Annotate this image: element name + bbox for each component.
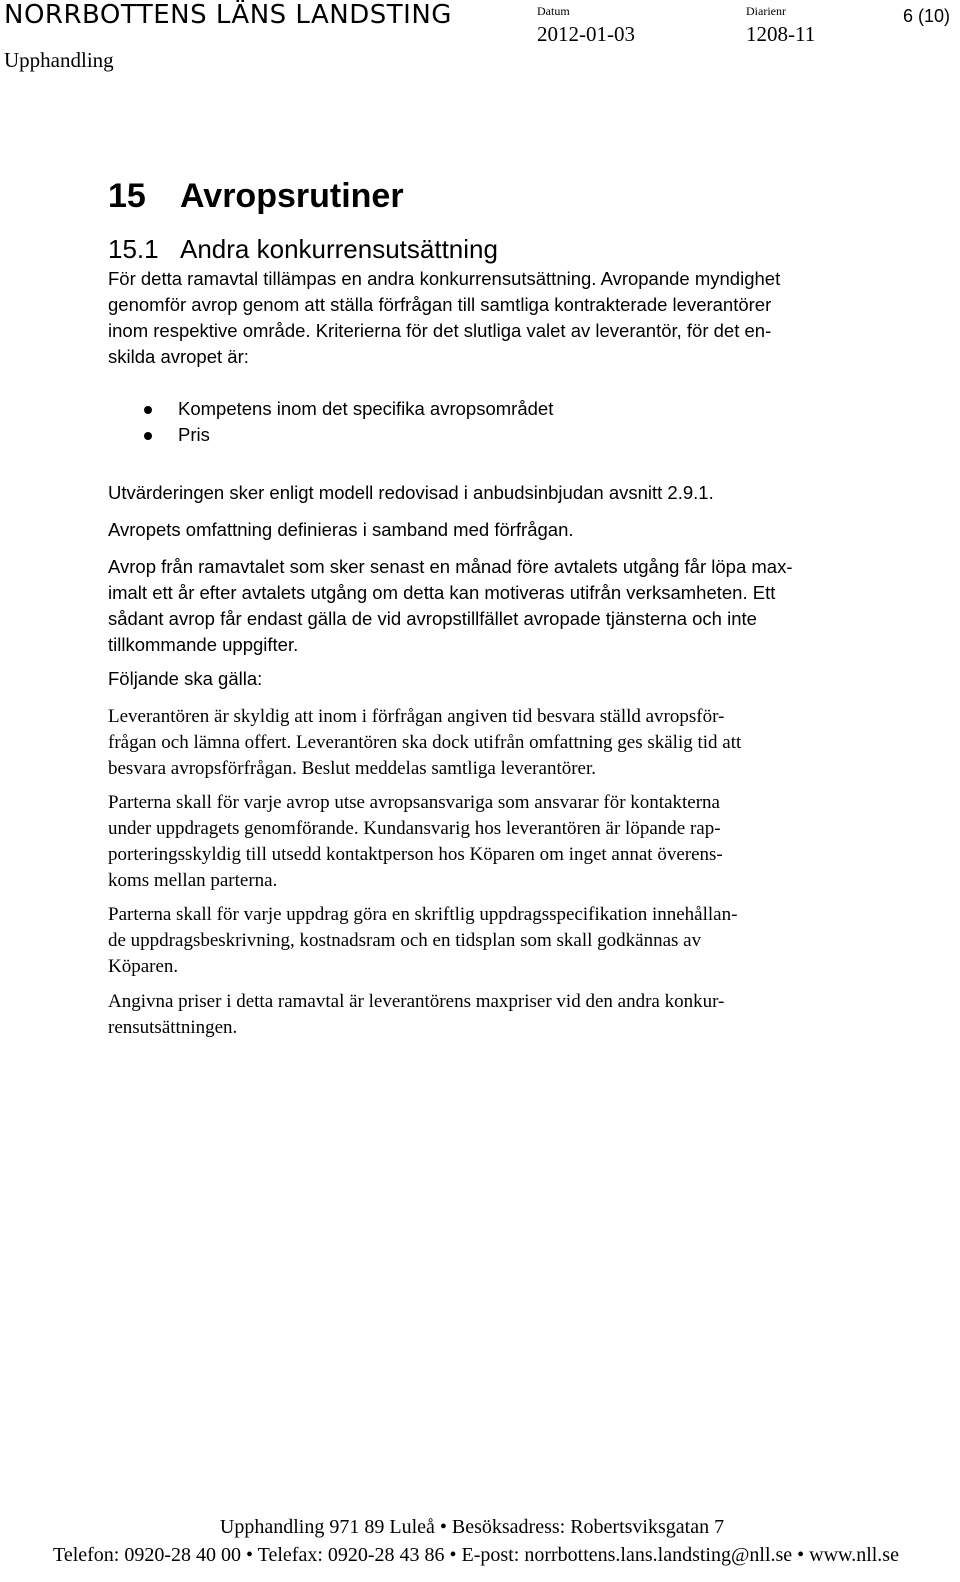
page-number: 6 (10)	[902, 6, 950, 26]
criteria-list-item	[108, 398, 708, 424]
footer-contact: Telefon: 0920-28 40 00 • Telefax: 0920-28 43 86 • E-post: norrbottens.lans.landsting@nll.se • www.nll.se	[53, 1544, 899, 1566]
paragraph-line: sådant avrop får endast gälla de vid avropstillfället avropade tjänsterna och inte	[108, 608, 757, 629]
paragraph-line: de uppdragsbeskrivning, kostnadsram och en tidsplan som skall godkännas av	[108, 930, 702, 951]
prices-paragraph	[108, 989, 848, 1041]
paragraph-line: imalt ett år efter avtalets utgång om detta kan motiveras utifrån verksamheten. Ett	[108, 582, 776, 603]
section-number: 15	[108, 177, 146, 215]
paragraph-line: Avrop från ramavtalet som sker senast en månad före avtalets utgång får löpa max-	[108, 556, 793, 577]
paragraph-line: tillkommande uppgifter.	[108, 634, 299, 655]
evaluation-paragraph: Utvärderingen sker enligt modell redovisad i anbudsinbjudan avsnitt 2.9.1.	[108, 482, 714, 503]
following-paragraph: Följande ska gälla:	[108, 668, 263, 689]
subsection-number: 15.1	[108, 234, 159, 264]
paragraph-line: genomför avrop genom att ställa förfrågan till samtliga kontrakterade leverantörer	[108, 294, 772, 315]
criteria-text: Pris	[178, 424, 210, 445]
footer-address: Upphandling 971 89 Luleå • Besöksadress: Robertsviksgatan 7	[219, 1516, 725, 1538]
paragraph-line: skilda avropet är:	[108, 346, 249, 367]
bullet-icon	[144, 406, 152, 414]
section-heading	[108, 177, 404, 216]
criteria-list-item	[108, 424, 708, 450]
criteria-text: Kompetens inom det specifika avropsområdet	[178, 398, 554, 419]
section-title: Avropsrutiner	[180, 177, 404, 215]
specification-paragraph	[108, 902, 848, 980]
organization-name: NORRBOTTENS LÄNS LANDSTING	[4, 0, 452, 30]
responsible-paragraph	[108, 790, 848, 894]
reference-value: 1208-11	[746, 22, 816, 46]
paragraph-line: frågan och lämna offert. Leverantören ska dock utifrån omfattning ges skälig tid att	[108, 732, 742, 753]
reference-label: Diarienr	[746, 4, 786, 18]
supplier-paragraph	[108, 704, 848, 782]
paragraph-line: För detta ramavtal tillämpas en andra konkurrensutsättning. Avropande myndighet	[108, 268, 781, 289]
date-value: 2012-01-03	[537, 22, 635, 46]
paragraph-line: Köparen.	[108, 956, 179, 977]
scope-paragraph: Avropets omfattning definieras i samband med förfrågan.	[108, 519, 574, 540]
paragraph-line: rensutsättningen.	[108, 1017, 238, 1038]
paragraph-line: Leverantören är skyldig att inom i förfrågan angiven tid besvara ställd avropsför-	[108, 706, 725, 727]
bullet-icon	[144, 432, 152, 440]
intro-paragraph	[108, 266, 848, 370]
paragraph-line: besvara avropsförfrågan. Beslut meddelas samtliga leverantörer.	[108, 758, 597, 779]
paragraph-line: Parterna skall för varje uppdrag göra en skriftlig uppdragsspecifikation innehållan-	[108, 904, 738, 925]
department-name: Upphandling	[4, 48, 114, 72]
date-label: Datum	[537, 4, 570, 18]
paragraph-line: Parterna skall för varje avrop utse avropsansvariga som ansvarar för kontakterna	[108, 792, 720, 813]
subsection-title: Andra konkurrensutsättning	[180, 234, 498, 264]
paragraph-line: porteringsskyldig till utsedd kontaktperson hos Köparen om inget annat överens-	[108, 844, 723, 865]
subsection-heading	[108, 234, 498, 265]
paragraph-line: koms mellan parterna.	[108, 870, 278, 891]
paragraph-line: Angivna priser i detta ramavtal är leverantörens maxpriser vid den andra konkur-	[108, 991, 725, 1012]
paragraph-line: under uppdragets genomförande. Kundansvarig hos leverantören är löpande rap-	[108, 818, 721, 839]
duration-paragraph	[108, 554, 848, 658]
paragraph-line: inom respektive område. Kriterierna för det slutliga valet av leverantör, för det en-	[108, 320, 772, 341]
